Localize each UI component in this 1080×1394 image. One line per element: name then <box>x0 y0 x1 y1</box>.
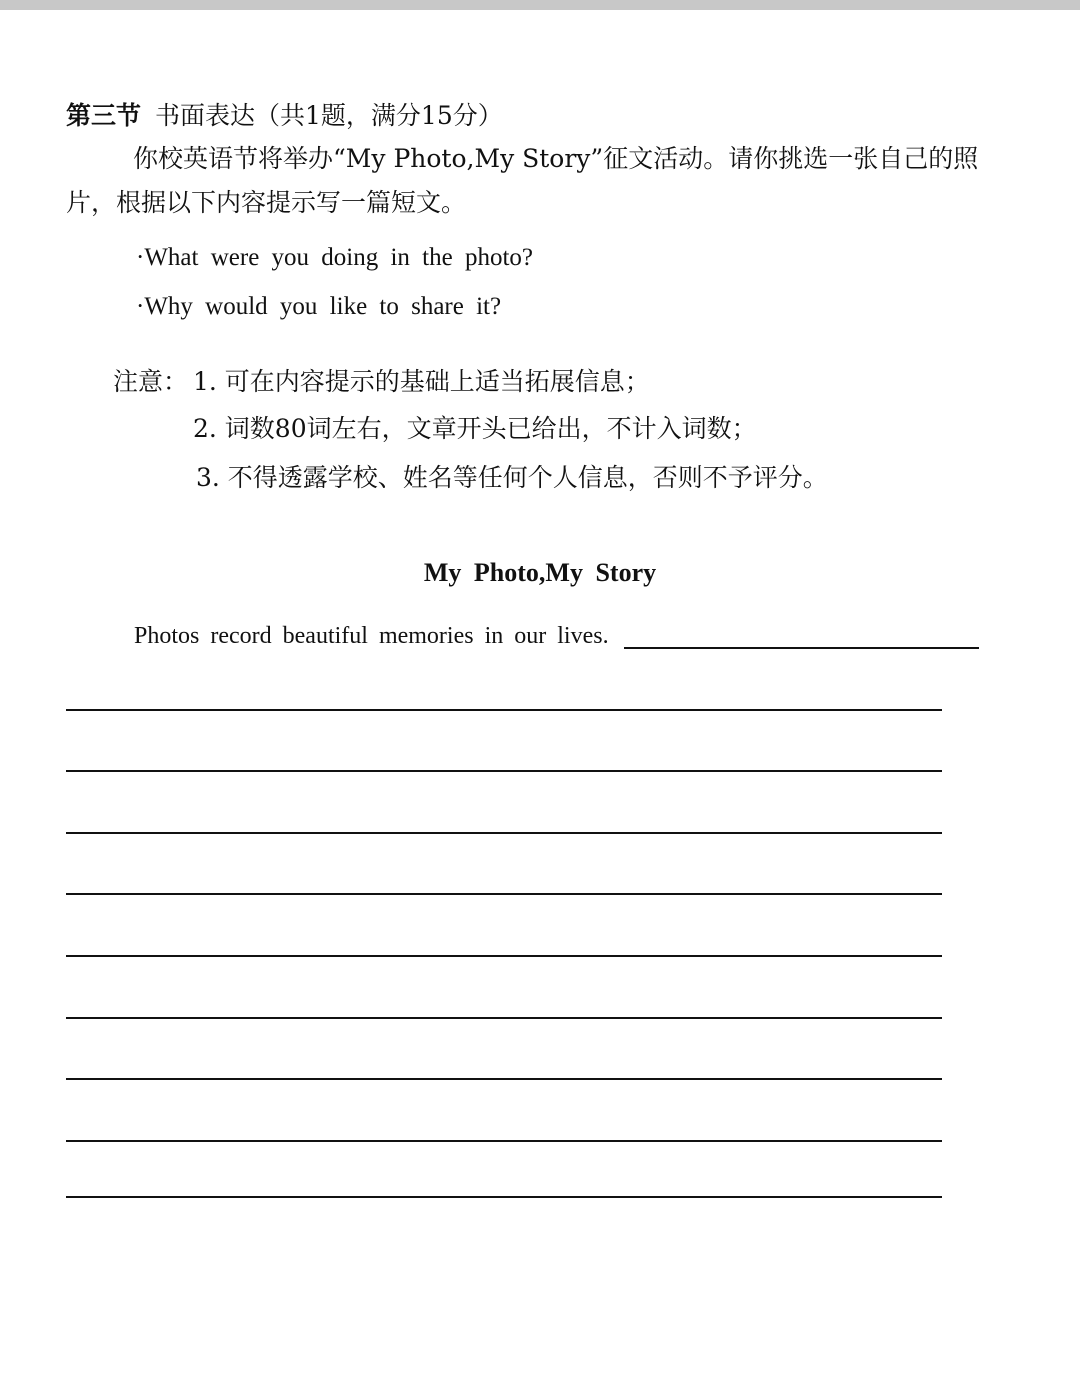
answer-line-7[interactable] <box>66 1078 942 1080</box>
note-item-3: 3. 不得透露学校、姓名等任何个人信息，否则不予评分。 <box>196 463 828 492</box>
task-prompt-line-2: 片，根据以下内容提示写一篇短文。 <box>66 188 467 217</box>
content-hint-1: ·What were you doing in the photo? <box>136 244 534 271</box>
task-prompt-line-1: 你校英语节将举办“My Photo,My Story”征文活动。请你挑选一张自己的照 <box>133 144 979 173</box>
note-item-1: 1. 可在内容提示的基础上适当拓展信息； <box>193 367 650 396</box>
answer-line-8[interactable] <box>66 1140 942 1142</box>
essay-opening-sentence: Photos record beautiful memories in our lives. <box>134 623 609 649</box>
answer-line-2[interactable] <box>66 770 942 772</box>
answer-line-1[interactable] <box>66 709 942 711</box>
note-item-2: 2. 词数80词左右，文章开头已给出，不计入词数； <box>193 414 757 443</box>
content-hint-2: ·Why would you like to share it? <box>136 293 502 320</box>
opening-answer-blank[interactable] <box>624 647 979 649</box>
top-border-bar <box>0 0 1080 10</box>
answer-line-6[interactable] <box>66 1017 942 1019</box>
answer-line-4[interactable] <box>66 893 942 895</box>
notes-label: 注意： <box>113 367 189 396</box>
answer-line-3[interactable] <box>66 832 942 834</box>
answer-line-5[interactable] <box>66 955 942 957</box>
essay-title: My Photo,My Story <box>423 558 657 587</box>
section-heading <box>66 98 503 134</box>
section-title: 书面表达（共1题，满分15分） <box>155 101 503 130</box>
section-label: 第三节 <box>66 101 142 130</box>
answer-line-9[interactable] <box>66 1196 942 1198</box>
